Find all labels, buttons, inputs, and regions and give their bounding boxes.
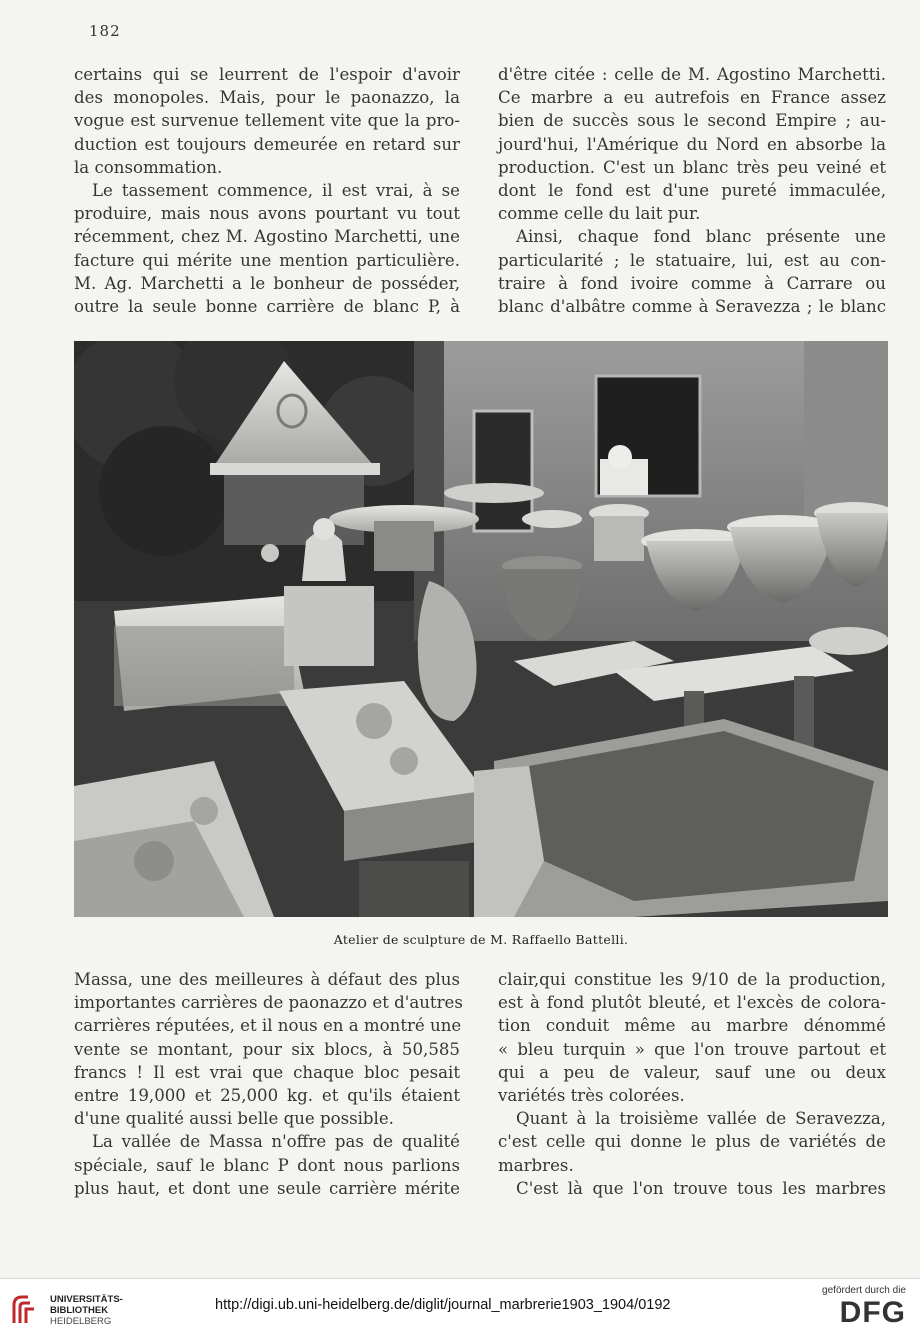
library-name-line: HEIDELBERG [50,1316,112,1327]
text-line: tion conduit même au marbre dénommé [498,1016,886,1036]
text-line: duction est toujours demeurée en retard sur [74,134,460,154]
text-line: des monopoles. Mais, pour le paonazzo, la [74,88,460,108]
text-line: importantes carrières de paonazzo et d'autres [74,993,463,1013]
dfg-logo: DFG [839,1296,906,1329]
text-line: vente se montant, pour six blocs, à 50,585 [74,1039,460,1059]
text-line: vogue est survenue tellement vite que la pro- [74,111,460,131]
text-line: produire, mais nous avons pourtant vu tout [74,204,460,224]
text-line: francs ! Il est vrai que chaque bloc pesait [74,1062,460,1082]
text-line: M. Ag. Marchetti a le bonheur de posséder, [74,273,460,293]
photo-illustration [74,341,888,917]
text-line: traire à fond ivoire comme à Carrare ou [498,273,886,293]
text-line: qui a peu de valeur, sauf une ou deux [498,1062,886,1082]
text-line: Massa, une des meilleures à défaut des plus [74,970,460,989]
text-column-bottom-left [74,968,463,1200]
photo-caption: Atelier de sculpture de M. Raffaello Battelli. [333,932,629,947]
text-column-bottom-right [498,968,886,1200]
text-line: certains qui se leurrent de l'espoir d'avoir [74,65,460,84]
text-line: clair,qui constitue les 9/10 de la production, [498,970,886,989]
library-name [50,1294,123,1327]
text-line: plus haut, et dont une seule carrière mérite [74,1178,460,1198]
text-line: blanc d'albâtre comme à Seravezza ; le blanc [498,297,886,317]
text-line: la consommation. [74,157,223,177]
source-url-link[interactable]: http://digi.ub.uni-heidelberg.de/diglit/journal_marbrerie1903_1904/0192 [215,1297,671,1313]
text-column-top-left [74,63,460,318]
text-line: d'une qualité aussi belle que possible. [74,1109,394,1129]
text-line: récemment, chez M. Agostino Marchetti, une [74,227,460,247]
text-line: d'être citée : celle de M. Agostino Marchetti. [498,65,886,84]
library-name-line: UNIVERSITÄTS- [50,1294,123,1305]
text-line: carrières réputées, et il nous en a montré une [74,1016,462,1036]
text-line: bien de succès sous le second Empire ; au- [498,111,886,131]
text-line: particularité ; le statuaire, lui, est au con- [498,250,886,270]
text-line: est à fond plutôt bleuté, et l'excès de colora- [498,993,886,1013]
text-line: spéciale, sauf le blanc P dont nous parlions [74,1155,460,1175]
library-name-line: BIBLIOTHEK [50,1305,109,1316]
text-line: Quant à la troisième vallée de Seravezza, [516,1109,886,1129]
sponsor-text: gefördert durch die [822,1285,906,1296]
text-line: Ainsi, chaque fond blanc présente une [516,227,886,247]
sculpture-workshop-photo [74,341,888,917]
library-logo-icon [8,1293,44,1329]
text-line: facture qui mérite une mention particulière. [74,250,460,270]
text-line: C'est là que l'on trouve tous les marbres [516,1178,886,1198]
text-line: marbres. [498,1155,574,1175]
text-line: jourd'hui, l'Amérique du Nord en absorbe la [498,134,886,154]
text-column-top-right [498,63,886,318]
text-line: outre la seule bonne carrière de blanc P, à [74,297,460,317]
text-line: dont le fond est d'une pureté immaculée, [498,181,886,201]
text-line: Le tassement commence, il est vrai, à se [92,181,460,201]
text-line: comme celle du lait pur. [498,204,701,224]
text-line: entre 19,000 et 25,000 kg. et qu'ils étaient [74,1086,460,1106]
text-line: c'est celle qui donne le plus de variétés de [498,1132,886,1152]
text-line: variétés très colorées. [498,1086,685,1106]
text-line: Ce marbre a eu autrefois en France assez [498,88,886,108]
footer-bar [0,1278,920,1340]
text-line: La vallée de Massa n'offre pas de qualité [92,1132,460,1152]
text-line: « bleu turquin » que l'on trouve partout et [498,1039,886,1059]
page-number: 182 [89,22,121,40]
text-line: production. C'est un blanc très peu veiné et [498,157,886,177]
sponsor-block [822,1285,906,1329]
